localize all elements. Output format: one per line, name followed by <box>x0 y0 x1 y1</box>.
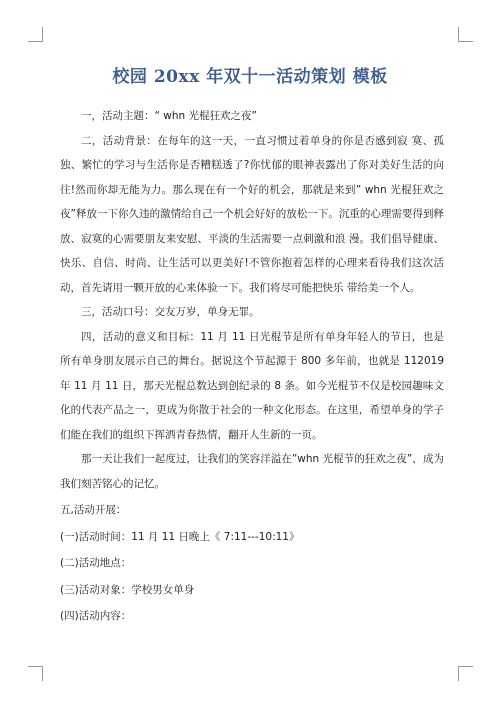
paragraph-meaning: 四，活动的意义和目标：11 月 11 日光棍节是所有单身年轻人的节日，也是 所有单身朋友展示自己的舞台。据说这个节起源于 800 多年前，也就是 112019 年 11 月 11 日，那天光棍总数达到创纪录的 8 条。如今光棍节不仅是校园趣味文 化的代表产品之一，更成为你散于社会的一种文化形态。在这里，希望单身的学子们能在我们的组织下挥洒青春热情，翻开人生新的一页。 <box>60 330 444 441</box>
document-body <box>60 104 444 629</box>
paragraph-theme: 一，活动主题：“ whn 光棍狂欢之夜” <box>81 110 257 122</box>
paragraph-activity-location: (二)活动地点： <box>60 557 132 569</box>
paragraph-activity-audience: (三)活动对象：学校男女单身 <box>60 583 195 596</box>
crop-mark-bottom-right <box>458 666 473 681</box>
crop-mark-top-right <box>458 27 473 42</box>
document-title: 校园 20xx 年双十一活动策划 模板 <box>112 67 388 87</box>
crop-mark-top-left <box>28 27 43 42</box>
paragraph-activity-heading: 五,活动开展： <box>60 504 127 516</box>
crop-mark-bottom-left <box>28 666 43 681</box>
paragraph-activity-time: (一)活动时间：11 月 11 日晚上《 7:11---10:11》 <box>60 530 300 543</box>
paragraph-activity-content: (四)活动内容： <box>60 610 132 622</box>
paragraph-background: 二，活动背景：在每年的这一天，一直习惯过着单身的你是否感到寂 寞、孤独、繁忙的学习与生活你是否糟糕透了?你忧郁的眼神表露出了你对美好生活的向往!然而你却无能为力。那么现在有一个好的机会，那就是来到” whn 光棍狂欢之夜”释放一下你久违的激情给自己一个机会好好的放松一下。沉重的心理需要得到释放、寂寞的心需要朋友来安慰、平淡的生活需要一点刺激和浪 漫。我们倡导健康、快乐、自信、时尚、让生活可以更美好!不管你抱着怎样的心理来看待我们这次活动，首先请用一颗开放的心来体验一下。我们将尽可能把快乐 带给美一个人。 <box>60 134 444 294</box>
paragraph-memory: 那一天让我们一起度过，让我们的笑容洋溢在”whn 光棍节的狂欢之夜”，成为我们刻苦铭心的记忆。 <box>60 453 444 490</box>
paragraph-slogan: 三，活动口号：交友万岁，单身无罪。 <box>81 306 260 318</box>
